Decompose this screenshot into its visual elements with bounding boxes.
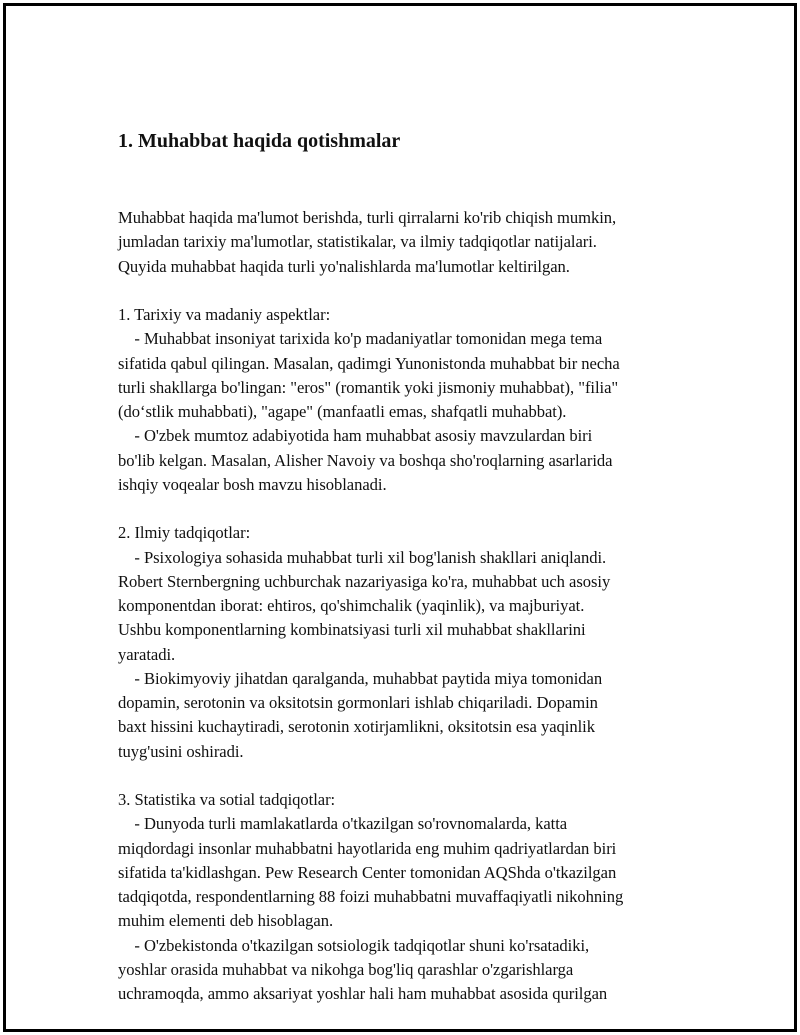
text-line: Robert Sternbergning uchburchak nazariyasiga ko'ra, muhabbat uch asosiy xyxy=(118,571,611,591)
text-line: turli shakllarga bo'lingan: "eros" (romantik yoki jismoniy muhabbat), "filia" xyxy=(118,377,619,397)
blank-line xyxy=(118,497,688,521)
text-line: yaratadi. xyxy=(118,644,176,664)
text-line: (do‘stlik muhabbati), "agape" (manfaatli emas, shafqatli muhabbat). xyxy=(118,402,567,421)
text-line: Muhabbat haqida ma'lumot berishda, turli qirralarni ko'rib chiqish mumkin, xyxy=(118,208,617,227)
text-line: - O'zbekistonda o'tkazilgan sotsiologik tadqiqotlar shuni ko'rsatadiki, xyxy=(118,935,590,955)
text-line: 1. Tarixiy va madaniy aspektlar: xyxy=(118,305,331,324)
text-line: 3. Statistika va sotial tadqiqotlar: xyxy=(118,790,336,809)
document-content xyxy=(118,88,688,1024)
document-body xyxy=(118,206,688,1006)
text-line: miqdordagi insonlar muhabbatni hayotlarida eng muhim qadriyatlardan biri xyxy=(118,838,617,858)
text-line: tadqiqotda, respondentlarning 88 foizi muhabbatni muvaffaqiyatli nikohning xyxy=(118,887,624,906)
text-line: baxt hissini kuchaytiradi, serotonin xotirjamlikni, oksitotsin esa yaqinlik xyxy=(118,717,595,737)
text-line: 2. Ilmiy tadqiqotlar: xyxy=(118,523,251,543)
text-line: tuyg'usini oshiradi. xyxy=(118,741,244,761)
text-line: Quyida muhabbat haqida turli yo'nalishlarda ma'lumotlar keltirilgan. xyxy=(118,256,570,276)
text-line: sifatida qabul qilingan. Masalan, qadimgi Yunonistonda muhabbat bir necha xyxy=(118,353,620,373)
blank-line xyxy=(118,764,688,788)
blank-line xyxy=(118,279,688,303)
text-line: - Muhabbat insoniyat tarixida ko'p madaniyatlar tomonidan mega tema xyxy=(118,329,603,349)
text-line: bo'lib kelgan. Masalan, Alisher Navoiy va boshqa sho'roqlarning asarlarida xyxy=(118,450,613,470)
text-line: sifatida ta'kidlashgan. Pew Research Center tomonidan AQShda o'tkazilgan xyxy=(118,862,617,882)
text-line: yoshlar orasida muhabbat va nikohga bog'liq qarashlar o'zgarishlarga xyxy=(118,959,574,979)
text-line: - Dunyoda turli mamlakatlarda o'tkazilgan so'rovnomalarda, katta xyxy=(118,814,568,834)
text-line: jumladan tarixiy ma'lumotlar, statistikalar, va ilmiy tadqiqotlar natijalari. xyxy=(118,232,597,252)
text-line: - Biokimyoviy jihatdan qaralganda, muhabbat paytida miya tomonidan xyxy=(118,668,603,688)
text-line: ishqiy voqealar bosh mavzu hisoblanadi. xyxy=(118,474,387,494)
text-line: dopamin, serotonin va oksitotsin gormonlari ishlab chiqariladi. Dopamin xyxy=(118,693,598,712)
text-line: komponentdan iborat: ehtiros, qo'shimchalik (yaqinlik), va majburiyat. xyxy=(118,596,585,615)
document-title: 1. Muhabbat haqida qotishmalar xyxy=(118,130,401,152)
text-line: muhim elementi deb hisoblagan. xyxy=(118,911,334,931)
text-line: Ushbu komponentlarning kombinatsiyasi turli xil muhabbat shakllarini xyxy=(118,620,586,640)
text-line: - O'zbek mumtoz adabiyotida ham muhabbat asosiy mavzulardan biri xyxy=(118,426,593,446)
text-line: uchramoqda, ammo aksariyat yoshlar hali ham muhabbat asosida qurilgan xyxy=(118,984,608,1003)
text-line: - Psixologiya sohasida muhabbat turli xil bog'lanish shakllari aniqlandi. xyxy=(118,547,607,567)
